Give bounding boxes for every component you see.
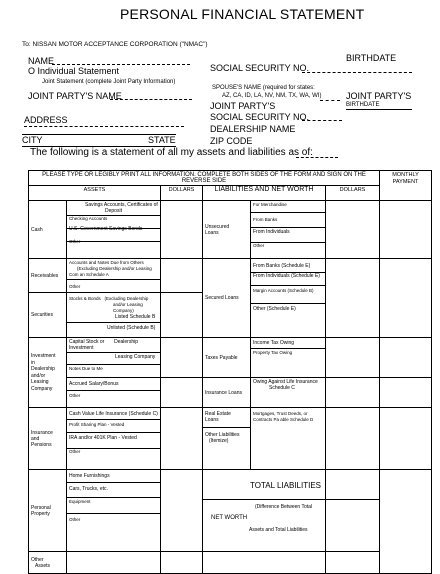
and-leasing-label: and/or Leasing [113, 302, 143, 307]
secured-dollars[interactable] [326, 259, 380, 338]
other-assets-label: Other [31, 556, 44, 563]
home-furnishings-label: Home Furnishings [69, 473, 110, 479]
totals-dollars[interactable] [326, 470, 380, 552]
joint-birth-field[interactable] [346, 109, 412, 110]
notes-due-me-label: Notes Due to Me [69, 366, 103, 371]
individual-option[interactable]: O Individual Statement [28, 66, 120, 76]
unlisted-label: Unlisted (Schedule B) [107, 325, 156, 331]
totals-block [203, 470, 326, 552]
cash-dollars[interactable] [161, 201, 203, 259]
joint-birth-label-2: BIRTHDATE [346, 102, 380, 108]
other-assets-items[interactable] [67, 552, 161, 574]
loans-label: Loans [205, 229, 219, 236]
investment-label: Investment [31, 353, 56, 359]
owing-life-label: Owing Against Life Insurance [253, 379, 318, 385]
insurance-dollars[interactable] [161, 408, 203, 470]
unsecured-items [251, 201, 326, 259]
equipment-label: Equipment [69, 499, 91, 504]
ssn-label: SOCIAL SECURITY NO. [210, 63, 310, 73]
securities-dollars[interactable] [161, 293, 203, 338]
monthly-label: MONTHLY [392, 172, 419, 178]
re-loans-label: Loans [205, 417, 219, 423]
city-label: CITY [22, 135, 43, 145]
assets-header: ASSETS [29, 186, 161, 201]
receivables-items [67, 259, 161, 293]
investment-dollars[interactable] [161, 338, 203, 378]
schedule-c-label: Schedule C [269, 385, 295, 391]
secured-banks-label: From Banks (Schedule E) [253, 263, 311, 269]
leasing-company-label: Leasing Company [115, 354, 156, 360]
checking-label: Checking Accounts [69, 216, 108, 221]
real-estate-dollars[interactable] [326, 408, 380, 470]
personal-label: Personal [31, 504, 51, 511]
and-or-label: and/or [31, 372, 46, 379]
excl-dealership-label: (Excluding Dealership [104, 296, 149, 301]
payment-label: PAYMENT [392, 179, 419, 185]
inv-investment-label: Investment [69, 345, 94, 351]
in-label: in [31, 359, 35, 366]
inv-dealership-label: Dealership [114, 339, 138, 345]
page-title: PERSONAL FINANCIAL STATEMENT [120, 6, 365, 22]
cash-value-label: Cash Value Life Insurance (Schedule C) [69, 411, 158, 417]
address-field[interactable] [24, 126, 184, 127]
property-label: Property [31, 510, 50, 517]
unsecured-other-label: Other [253, 243, 265, 248]
notes-due-label-2: (Excluding Dealership and/or Leasing [77, 266, 152, 271]
cash-category: Cash [29, 201, 67, 259]
real-estate-payment[interactable] [380, 408, 432, 470]
spouse-field[interactable] [320, 100, 340, 101]
taxes-payment[interactable] [380, 338, 432, 378]
notes-due-label: Accounts and Notes Due from Others [69, 260, 144, 265]
ssn-field[interactable] [302, 72, 412, 73]
unsecured-category [203, 201, 251, 259]
mortgages-label: Mortgages, Trust Deeds, or [253, 411, 308, 416]
insurance-items [67, 408, 161, 470]
accrued-salary-label: Accrued Salary/Bonus [69, 381, 119, 387]
state-label: STATE [148, 135, 176, 145]
net-worth-label: NET WORTH [211, 515, 248, 521]
ins-and-label: and [31, 435, 40, 442]
investment-category [29, 338, 67, 408]
taxes-items [251, 338, 326, 378]
cars-label: Cars, Trucks, etc. [69, 486, 108, 492]
from-banks-label: From Banks [253, 217, 278, 222]
property-tax-label: Property Tax Owing [253, 350, 293, 355]
investment-other-label: Other [69, 393, 81, 398]
net-worth-dollars[interactable] [326, 552, 380, 574]
listed-label: Listed Schedule B [115, 314, 156, 320]
secured-payment[interactable] [380, 259, 432, 338]
leasing-label: Leasing [31, 379, 49, 385]
net-worth-spacer [203, 552, 326, 574]
joint-ssn-label-2: SOCIAL SECURITY NO. [210, 112, 310, 122]
secured-loans-category: Secured Loans [203, 259, 251, 338]
assets-total-label: Assets and Total Liabilities [249, 527, 308, 533]
real-estate-category [203, 408, 251, 470]
unsecured-dollars[interactable] [326, 201, 380, 259]
joint-option[interactable]: Joint Statement (complete Joint Party Information) [42, 79, 176, 85]
profit-sharing-label: Profit Sharing Plan - Vested [69, 422, 125, 427]
statement-text: The following is a statement of all my assets and liabilities as of: [30, 147, 313, 158]
difference-label: (Difference Between Total [255, 504, 313, 510]
other-liabilities-label: Other Liabilities [205, 432, 240, 438]
taxes-dollars[interactable] [326, 338, 380, 378]
cash-other-label: Other [69, 239, 81, 244]
salary-items [67, 378, 161, 408]
unsecured-payment[interactable] [380, 201, 432, 259]
assets-liabilities-table [28, 170, 432, 574]
company-cat-label: Company [31, 385, 53, 392]
itemize-label: (Itemize) [209, 438, 229, 444]
pensions-label: Pensions [31, 441, 52, 448]
to-line: To: NISSAN MOTOR ACCEPTANCE CORPORATION ("NMAC") [22, 41, 208, 48]
joint-ssn-field[interactable] [302, 120, 342, 121]
liabilities-dollars-header: DOLLARS [326, 186, 380, 201]
secured-other-label: Other (Schedule E) [253, 306, 296, 312]
income-tax-label: Income Tax Owing [253, 340, 295, 346]
ira-label: IRA and/or 401K Plan - Vested [69, 435, 137, 441]
secured-items [251, 259, 326, 338]
total-liabilities-label: TOTAL LIABILITIES [203, 470, 325, 500]
unsecured-label: Unsecured [205, 223, 230, 230]
savings-label: Savings Accounts, Certificates of [85, 202, 158, 208]
joint-ssn-label-1: JOINT PARTY'S [210, 101, 276, 111]
assets-dollars-header: DOLLARS [161, 186, 203, 201]
notes-due-label-3: Com an Schedule A [69, 272, 109, 277]
name-label: NAME [28, 56, 55, 66]
personal-property-dollars[interactable] [161, 470, 203, 552]
salary-dollars[interactable] [161, 378, 203, 408]
real-estate-label: Real Estate [205, 411, 231, 417]
insurance-loans-category: Insurance Loans [203, 378, 251, 408]
bonds-label: U.S. Government Savings Bonds [69, 226, 143, 232]
contracts-label: Contracts Pa able Schedule D [253, 417, 314, 422]
personal-property-items [67, 470, 161, 552]
secured-individuals-label: From Individuals (Schedule E) [253, 273, 320, 279]
receivables-other-label: Other [69, 284, 81, 289]
assets-word-label: Assets [35, 562, 51, 569]
savings-label-2: Deposit [105, 208, 122, 214]
as-of-date-field[interactable] [296, 157, 338, 158]
monthly-payment-header [380, 171, 432, 201]
joint-name-label: JOINT PARTY'S NAME [28, 91, 122, 101]
joint-name-field[interactable] [110, 99, 192, 100]
other-assets-category [29, 552, 67, 574]
zip-label: ZIP CODE [210, 136, 253, 146]
insurance-label: Insurance [31, 429, 53, 436]
spouse-label: SPOUSE'S NAME (required for states: [212, 85, 315, 91]
investment-items [67, 338, 161, 378]
joint-birth-label-1: JOINT PARTY'S [346, 91, 412, 101]
liabilities-header: LIABILITIES AND NET WORTH [203, 186, 326, 201]
address-label: ADDRESS [24, 115, 68, 125]
stocks-label: Stocks & Bonds [69, 296, 101, 301]
real-estate-items [251, 408, 326, 470]
spouse-states: AZ, CA, ID, LA, NV, NM, TX, WA, WI) [222, 93, 322, 99]
insurance-loans-dollars[interactable] [326, 378, 380, 408]
dealership-label: DEALERSHIP NAME [210, 124, 296, 134]
personal-property-category [29, 470, 67, 552]
margin-accounts-label: Margin Accounts (Schedule B) [253, 288, 314, 293]
property-other-label: Other [69, 517, 81, 522]
insurance-loans-payment[interactable] [380, 378, 432, 408]
capital-stock-label: Capital Stock or [69, 339, 105, 345]
insurance-other-label: Other [69, 449, 81, 454]
receivables-dollars[interactable] [161, 259, 203, 293]
cash-items [67, 201, 161, 259]
securities-category: Securities [29, 293, 67, 338]
insurance-category [29, 408, 67, 470]
birthdate-label: BIRTHDATE [346, 53, 397, 63]
totals-payment[interactable] [380, 470, 432, 574]
securities-items [67, 293, 161, 338]
taxes-category: Taxes Payable [203, 338, 251, 378]
merchandise-label: For Merchandise [253, 202, 287, 207]
receivables-category: Receivables [29, 259, 67, 293]
dealership-cat-label: Dealership [31, 366, 55, 372]
other-assets-dollars[interactable] [161, 552, 203, 574]
from-individuals-label: From Individuals [253, 229, 290, 235]
instructions: PLEASE TYPE OR LEGIBLY PRINT ALL INFORMATION. COMPLETE BOTH SIDES OF THE FORM AND SIGN ON THE REVERSE SIDE [29, 171, 380, 186]
name-field[interactable] [52, 64, 190, 65]
company-label: Company) [113, 308, 134, 313]
insurance-loans-items [251, 378, 326, 408]
